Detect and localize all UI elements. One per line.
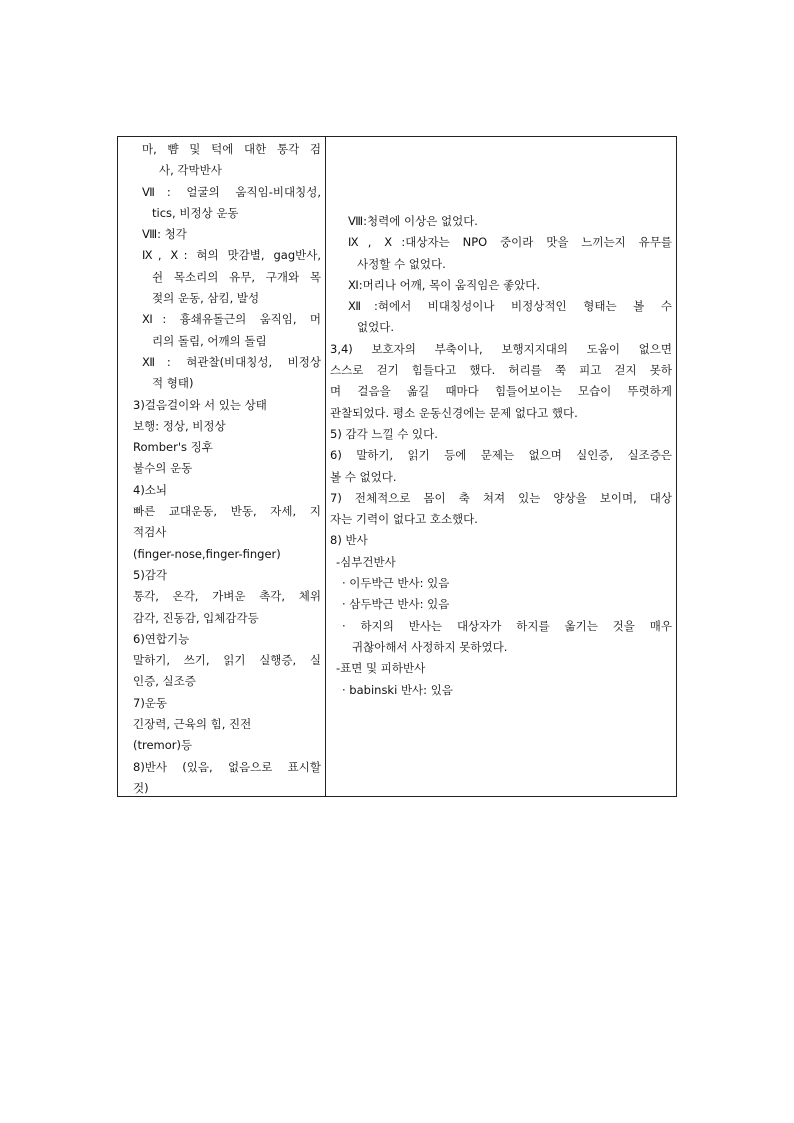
criteria-line: 보행: 정상, 비정상 — [133, 418, 226, 433]
finding-line: Ⅸ, Ⅹ:대상자는 NPO 중이라 맛을 느끼는지 유무를 — [348, 235, 672, 250]
finding-line: 귀찮아해서 사정하지 못하였다. — [352, 639, 508, 654]
findings-column — [326, 137, 676, 796]
criteria-line: 사, 각막반사 — [159, 163, 222, 178]
criteria-heading: 3)걸음걸이와 서 있는 상태 — [133, 397, 267, 412]
criteria-line: (finger-nose,finger-finger) — [133, 546, 281, 561]
criteria-line: 통각, 온각, 가벼운 촉각, 체위 — [133, 589, 321, 604]
criteria-line: 마, 뺨 및 턱에 대한 통각 검 — [142, 142, 321, 156]
finding-line: 없었다. — [357, 320, 394, 335]
criteria-line: Ⅸ, Ⅹ: 혀의 맛감별, gag반사, — [142, 248, 321, 263]
criteria-line: Romber's 징후 — [133, 440, 213, 455]
finding-line: 자는 기력이 없다고 호소했다. — [330, 512, 478, 527]
finding-line: Ⅺ:머리나 어깨, 목이 움직임은 좋았다. — [348, 277, 541, 292]
finding-heading: 8) 반사 — [330, 533, 368, 548]
finding-line: 관찰되었다. 평소 운동신경에는 문제 없다고 했다. — [330, 405, 578, 420]
finding-line: 7) 전체적으로 몸이 축 쳐져 있는 양상을 보이며, 대상 — [330, 490, 672, 505]
criteria-line: 인증, 실조증 — [133, 674, 196, 689]
criteria-line: 리의 돌림, 어깨의 돌림 — [152, 333, 267, 348]
criteria-line: Ⅺ: 흉쇄유돌근의 움직임, 머 — [142, 312, 321, 327]
finding-bullet: · 삼두박근 반사: 있음 — [342, 597, 450, 612]
criteria-column — [118, 137, 326, 796]
criteria-heading: 5)감각 — [133, 567, 168, 582]
finding-line: 5) 감각 느낄 수 있다. — [330, 426, 438, 441]
criteria-line: 젖의 운동, 삼킴, 발성 — [152, 291, 260, 306]
finding-line: Ⅷ:청력에 이상은 없었다. — [348, 214, 478, 228]
finding-bullet: · 하지의 반사는 대상자가 하지를 옮기는 것을 매우 — [342, 618, 672, 633]
criteria-line: 빠른 교대운동, 반동, 자세, 지 — [133, 504, 321, 519]
finding-bullet: · babinski 반사: 있음 — [342, 682, 453, 697]
finding-line: 스스로 걷기 힘들다고 했다. 허리를 쭉 피고 걷지 못하 — [330, 363, 672, 378]
finding-line: 6) 말하기, 읽기 등에 문제는 없으며 실인증, 실조증은 — [330, 448, 672, 463]
criteria-line: 쉰 목소리의 유무, 구개와 목 — [152, 269, 321, 284]
criteria-heading: 8)반사 (있음, 없음으로 표시할 — [133, 759, 321, 774]
finding-bullet: · 이두박근 반사: 있음 — [342, 576, 450, 591]
finding-line: 볼 수 없었다. — [330, 469, 397, 484]
finding-subheading: -심부건반사 — [336, 554, 396, 569]
criteria-line: 것) — [133, 780, 149, 795]
criteria-line: tics, 비정상 운동 — [152, 205, 239, 220]
finding-line: 사정할 수 없었다. — [357, 256, 446, 271]
criteria-line: 적 형태) — [152, 376, 194, 391]
criteria-heading: 4)소뇌 — [133, 482, 168, 497]
finding-line: 며 걸음을 옮길 때마다 힘들어보이는 모습이 뚜렷하게 — [330, 384, 672, 399]
finding-line: 3,4) 보호자의 부축이나, 보행지지대의 도움이 없으면 — [330, 341, 672, 356]
criteria-line: 말하기, 쓰기, 읽기 실행증, 실 — [133, 653, 321, 668]
finding-line: Ⅻ:혀에서 비대칭성이나 비정상적인 형태는 볼 수 — [348, 299, 672, 314]
criteria-line: 긴장력, 근육의 힘, 진전 — [133, 717, 252, 732]
criteria-heading: 6)연합기능 — [133, 631, 190, 646]
assessment-table — [117, 136, 677, 797]
finding-subheading: -표면 및 피하반사 — [336, 661, 426, 676]
criteria-line: (tremor)등 — [133, 738, 193, 753]
criteria-heading: 7)운동 — [133, 695, 168, 710]
criteria-line: Ⅷ: 청각 — [142, 227, 187, 242]
criteria-line: 감각, 진동감, 입체감각등 — [133, 610, 259, 625]
criteria-line: Ⅶ: 얼굴의 움직임-비대칭성, — [142, 184, 321, 199]
criteria-line: Ⅻ: 혀관찰(비대칭성, 비정상 — [142, 354, 321, 369]
criteria-line: 불수의 운동 — [133, 461, 193, 476]
criteria-line: 적검사 — [133, 525, 167, 540]
